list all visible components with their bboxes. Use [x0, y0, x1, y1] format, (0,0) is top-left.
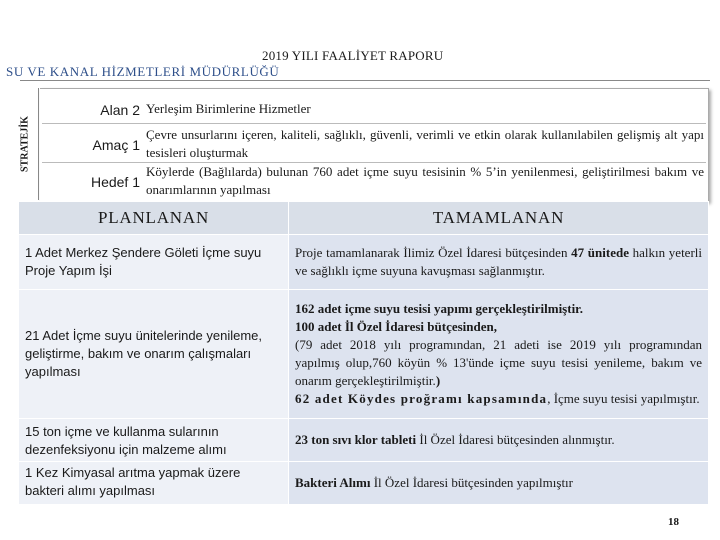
report-title: 2019 YILI FAALİYET RAPORU — [262, 48, 444, 63]
completed-cell — [289, 290, 709, 419]
planned-cell: 21 Adet İçme suyu ünitelerinde yenileme, geliştirme, bakım ve onarım çalışmaları yapılması — [19, 290, 289, 419]
info-row-amac — [42, 125, 706, 163]
column-header-planned: PLANLANAN — [19, 202, 289, 235]
completed-highlight: 47 ünitede — [571, 245, 629, 260]
divider — [42, 123, 706, 124]
header-rule — [20, 80, 710, 81]
completed-cell — [289, 419, 709, 462]
info-row-hedef — [42, 162, 706, 200]
info-label: Alan 2 — [100, 102, 140, 118]
page-number: 18 — [668, 516, 679, 528]
completed-cell — [289, 462, 709, 505]
completed-text: , İçme suyu tesisi yapılmıştır. — [547, 391, 700, 406]
info-value: Çevre unsurlarını içeren, kaliteli, sağlıklı, güvenli, verimli ve etkin olarak kullanılabilen gelişmiş alt yapı tesisleri oluşturmak — [146, 127, 704, 160]
department-title: SU VE KANAL HİZMETLERİ MÜDÜRLÜĞÜ — [6, 64, 280, 79]
table-row — [19, 235, 709, 290]
planned-cell — [19, 419, 289, 505]
planned-text: 1 Kez Kimyasal arıtma yapmak üzere bakteri alımı yapılması — [19, 461, 288, 500]
completed-text: (79 adet 2018 yılı programından, 21 adeti ise 2019 yılı programından yapılmış olup,760 köyün % 13'ünde içme suyu tesisi yenileme, bakım ve onarım gerçekleştirilmiştir. — [295, 337, 702, 388]
planned-text: 15 ton içme ve kullanma sularının dezenfeksiyonu için malzeme alımı — [25, 424, 227, 457]
info-value: Köylerde (Bağlılarda) bulunan 760 adet içme suyu tesisinin % 5’in yenilenmesi, geliştirilmesi bakım ve onarımlarının yapılması — [146, 164, 704, 197]
completed-cell — [289, 235, 709, 290]
table-row — [19, 419, 709, 462]
completed-text: İl Özel İdaresi bütçesinden yapılmıştır — [370, 475, 573, 490]
completed-highlight: Bakteri Alımı — [295, 475, 371, 490]
completed-highlight: ) — [435, 373, 441, 388]
planned-cell: 1 Adet Merkez Şendere Göleti İçme suyu Proje Yapım İşi — [19, 235, 289, 290]
info-label: Hedef 1 — [90, 174, 140, 190]
side-label: STRATEJİK — [19, 116, 31, 172]
column-header-completed: TAMAMLANAN — [289, 202, 709, 235]
plan-table — [18, 201, 709, 505]
info-label: Amaç 1 — [92, 137, 140, 153]
completed-highlight: 100 adet İl Özel İdaresi bütçesinden, — [295, 319, 497, 334]
completed-text: Proje tamamlanarak İlimiz Özel İdaresi bütçesinden — [295, 245, 572, 260]
completed-text: halkın yeterli ve sağlıklı içme suyuna kavuşması sağlanmıştır. — [295, 245, 703, 278]
side-rule — [38, 88, 39, 200]
table-row — [19, 290, 709, 419]
completed-highlight: 162 adet içme suyu tesisi yapımı gerçekleştirilmiştir. — [295, 301, 584, 316]
info-value: Yerleşim Birimlerine Hizmetler — [146, 101, 311, 116]
info-row-alan — [42, 98, 706, 120]
completed-highlight: 23 ton sıvı klor tableti — [295, 432, 417, 447]
completed-highlight: 62 adet Köydes proğramı kapsamında — [295, 391, 548, 406]
completed-text: İl Özel İdaresi bütçesinden alınmıştır. — [416, 432, 615, 447]
